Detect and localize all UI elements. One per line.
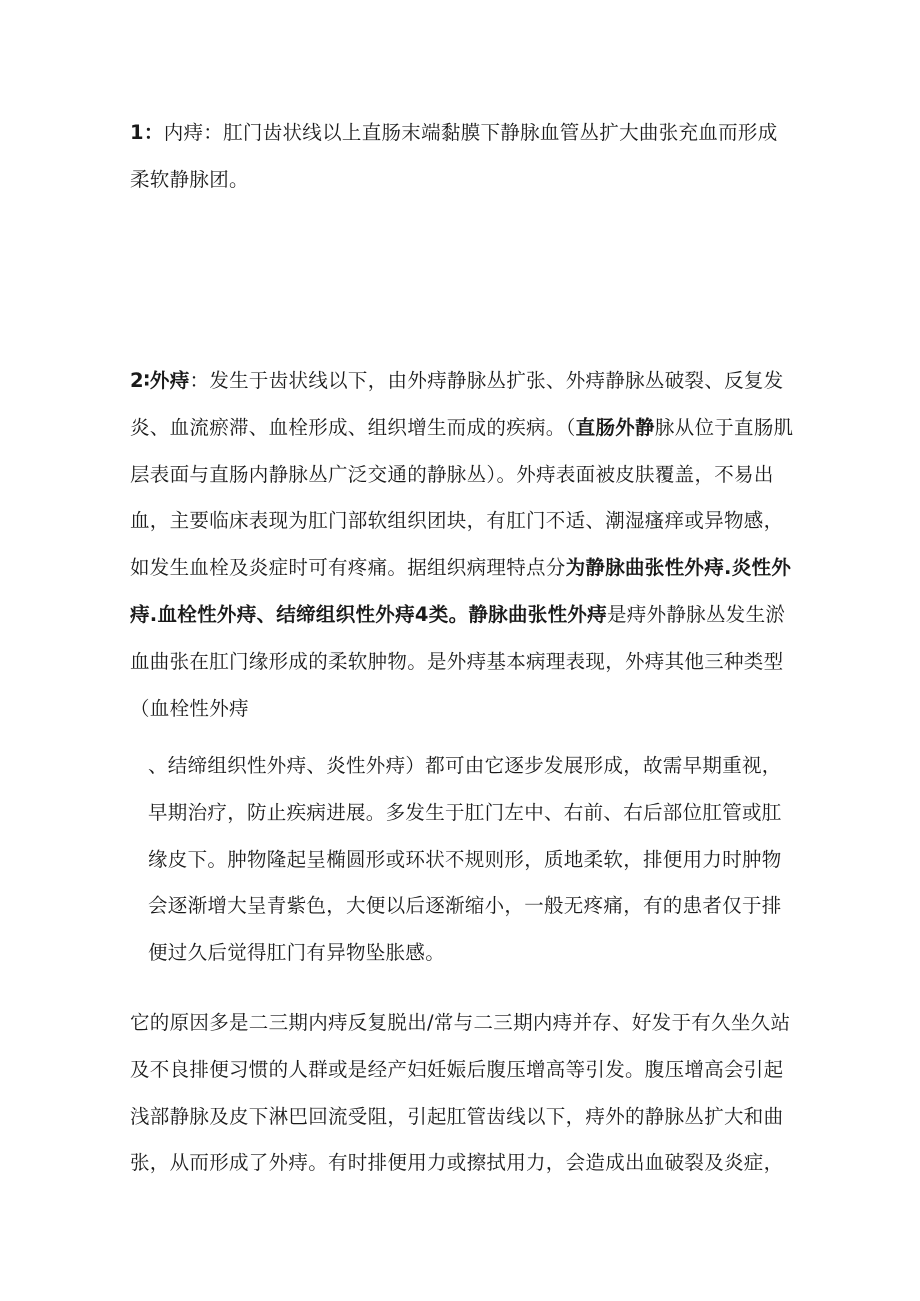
paragraph-external-hemorrhoids <box>130 358 795 732</box>
item-separator: ∶ <box>143 369 150 392</box>
paragraph-internal-hemorrhoids <box>130 110 795 204</box>
item-separator: ： <box>143 121 164 144</box>
bold-classification: 为静脉曲张性外痔.炎性外痔.血栓性外痔、结缔组织性外痔4类。静脉曲张性外痔 <box>130 556 792 626</box>
item-title: 外痔 <box>149 369 190 392</box>
item-text: 它的原因多是二三期内痔反复脱出/常与二三期内痔并存、好发于有久坐久站及不良排便习惯的人群或是经产妇妊娠后腹压增高等引发。腹压增高会引起浅部静脉及皮下淋巴回流受阻，引起肛管齿线以下，痔外的静脉丛扩大和曲张，从而形成了外痔。有时排便用力或擦拭用力，会造成出血破裂及炎症， <box>130 1011 791 1175</box>
item-number: 1 <box>130 121 144 144</box>
item-text: 、结缔组织性外痔、炎性外痔）都可由它逐步发展形成，故需早期重视，早期治疗，防止疾病进展。多发生于肛门左中、右前、右后部位肛管或肛缘皮下。肿物隆起呈椭圆形或环状不规则形，质地柔软，排便用力时肿物会逐渐增大呈青紫色，大便以后逐渐缩小，一般无疼痛，有的患者仅于排便过久后觉得肛门有异物坠胀感。 <box>148 754 782 965</box>
item-number: 2 <box>130 369 144 392</box>
item-title: 内痔 <box>163 121 204 144</box>
item-text: 是痔外静脉丛发生淤血曲张在肛门缘形成的柔软肿物。是外痔基本病理表现，外痔其他三种类型（血栓性外痔 <box>130 602 786 720</box>
item-text: 脉从位于直肠肌层表面与直肠内静脉丛广泛交通的静脉丛）。外痔表面被皮肤覆盖，不易出血，主要临床表现为肛门部软组织团块，有肛门不适、潮湿瘙痒或异物感，如发生血栓及炎症时可有疼痛。据组织病理特点分 <box>130 415 794 580</box>
paragraph-continuation <box>130 743 795 977</box>
item-text: ：肛门齿状线以上直肠末端黏膜下静脉血管丛扩大曲张充血而形成柔软静脉团。 <box>130 121 778 191</box>
bold-term: 直肠外静 <box>575 415 655 439</box>
paragraph-causes <box>130 1000 795 1187</box>
item-text: ：发生于齿状线以下，由外痔静脉丛扩张、外痔静脉丛破裂、反复发炎、血流瘀滞、血栓形成、组织增生而成的疾病。（ <box>130 369 784 439</box>
